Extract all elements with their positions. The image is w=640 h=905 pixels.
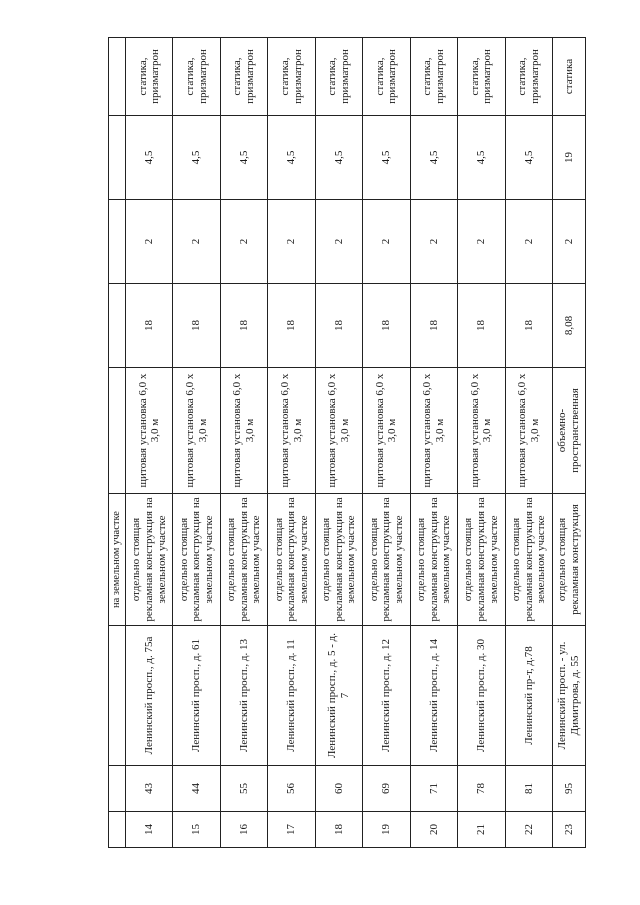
table-row — [173, 38, 220, 848]
address-cell: Ленинский просп., д. 75а — [126, 626, 173, 766]
structure-format-cell: объемно-пространственная — [553, 368, 586, 494]
sides-cell: 2 — [363, 200, 410, 284]
display-kind-cell: статика, призматрон — [458, 38, 505, 116]
row-number-cell: 19 — [363, 812, 410, 848]
display-kind-cell: статика, призматрон — [126, 38, 173, 116]
structure-id-cell: 60 — [315, 766, 362, 812]
structure-format-cell: щитовая установка 6,0 х 3,0 м — [505, 368, 552, 494]
table-row — [268, 38, 315, 848]
cell-blank — [109, 368, 126, 494]
structure-format-cell: щитовая установка 6,0 х 3,0 м — [268, 368, 315, 494]
structure-type-cell: отдельно стоящая рекламная конструкция — [553, 494, 586, 626]
area-cell: 18 — [173, 284, 220, 368]
display-kind-cell: статика — [553, 38, 586, 116]
structure-type-cell: отдельно стоящая рекламная конструкция на земельном участке — [315, 494, 362, 626]
structure-format-cell: щитовая установка 6,0 х 3,0 м — [410, 368, 457, 494]
cell-blank — [109, 38, 126, 116]
table-row — [315, 38, 362, 848]
row-number-cell: 23 — [553, 812, 586, 848]
structure-format-cell: щитовая установка 6,0 х 3,0 м — [458, 368, 505, 494]
structure-type-cell: отдельно стоящая рекламная конструкция на земельном участке — [410, 494, 457, 626]
cell-blank — [109, 200, 126, 284]
display-kind-cell: статика, призматрон — [363, 38, 410, 116]
display-kind-cell: статика, призматрон — [315, 38, 362, 116]
continuation-type-cell: на земельном участке — [109, 494, 126, 626]
structure-id-cell: 43 — [126, 766, 173, 812]
area-cell: 18 — [363, 284, 410, 368]
structure-id-cell: 56 — [268, 766, 315, 812]
display-kind-cell: статика, призматрон — [505, 38, 552, 116]
total-area-cell: 4,5 — [220, 116, 267, 200]
address-cell: Ленинский просп., д. 14 — [410, 626, 457, 766]
advertising-structures-table — [108, 37, 586, 848]
structure-id-cell: 69 — [363, 766, 410, 812]
sides-cell: 2 — [553, 200, 586, 284]
row-number-cell: 16 — [220, 812, 267, 848]
cell-blank — [109, 812, 126, 848]
table-row — [505, 38, 552, 848]
total-area-cell: 4,5 — [315, 116, 362, 200]
address-cell: Ленинский просп., д. 30 — [458, 626, 505, 766]
address-cell: Ленинский просп., д. 5 - д. 7 — [315, 626, 362, 766]
address-cell: Ленинский просп., д. 11 — [268, 626, 315, 766]
sides-cell: 2 — [126, 200, 173, 284]
sides-cell: 2 — [505, 200, 552, 284]
total-area-cell: 4,5 — [458, 116, 505, 200]
table-row — [410, 38, 457, 848]
address-cell: Ленинский просп., д. 12 — [363, 626, 410, 766]
structure-id-cell: 71 — [410, 766, 457, 812]
address-cell: Ленинский просп., д. 13 — [220, 626, 267, 766]
structure-type-cell: отдельно стоящая рекламная конструкция на земельном участке — [268, 494, 315, 626]
sides-cell: 2 — [458, 200, 505, 284]
total-area-cell: 4,5 — [410, 116, 457, 200]
address-cell: Ленинский просп., д. 61 — [173, 626, 220, 766]
structure-format-cell: щитовая установка 6,0 х 3,0 м — [220, 368, 267, 494]
area-cell: 18 — [410, 284, 457, 368]
area-cell: 8,08 — [553, 284, 586, 368]
row-number-cell: 17 — [268, 812, 315, 848]
total-area-cell: 4,5 — [363, 116, 410, 200]
row-number-cell: 22 — [505, 812, 552, 848]
sides-cell: 2 — [410, 200, 457, 284]
structure-type-cell: отдельно стоящая рекламная конструкция на земельном участке — [458, 494, 505, 626]
display-kind-cell: статика, призматрон — [173, 38, 220, 116]
area-cell: 18 — [315, 284, 362, 368]
structure-id-cell: 81 — [505, 766, 552, 812]
table-body — [109, 38, 586, 848]
total-area-cell: 4,5 — [126, 116, 173, 200]
total-area-cell: 19 — [553, 116, 586, 200]
total-area-cell: 4,5 — [268, 116, 315, 200]
structure-format-cell: щитовая установка 6,0 х 3,0 м — [363, 368, 410, 494]
document-page — [108, 38, 586, 848]
display-kind-cell: статика, призматрон — [220, 38, 267, 116]
address-cell: Ленинский просп. - ул. Димитрова, д. 55 — [553, 626, 586, 766]
table-row — [220, 38, 267, 848]
table-row — [458, 38, 505, 848]
row-number-cell: 21 — [458, 812, 505, 848]
structure-id-cell: 44 — [173, 766, 220, 812]
area-cell: 18 — [220, 284, 267, 368]
structure-format-cell: щитовая установка 6,0 х 3,0 м — [173, 368, 220, 494]
structure-type-cell: отдельно стоящая рекламная конструкция на земельном участке — [173, 494, 220, 626]
total-area-cell: 4,5 — [505, 116, 552, 200]
row-number-cell: 15 — [173, 812, 220, 848]
display-kind-cell: статика, призматрон — [268, 38, 315, 116]
table-row — [363, 38, 410, 848]
cell-blank — [109, 766, 126, 812]
cell-blank — [109, 284, 126, 368]
cell-blank — [109, 116, 126, 200]
structure-format-cell: щитовая установка 6,0 х 3,0 м — [126, 368, 173, 494]
sides-cell: 2 — [220, 200, 267, 284]
row-number-cell: 14 — [126, 812, 173, 848]
structure-type-cell: отдельно стоящая рекламная конструкция на земельном участке — [126, 494, 173, 626]
table-row — [553, 38, 586, 848]
total-area-cell: 4,5 — [173, 116, 220, 200]
continuation-row — [109, 38, 126, 848]
cell-blank — [109, 626, 126, 766]
area-cell: 18 — [505, 284, 552, 368]
structure-id-cell: 78 — [458, 766, 505, 812]
structure-type-cell: отдельно стоящая рекламная конструкция на земельном участке — [220, 494, 267, 626]
area-cell: 18 — [458, 284, 505, 368]
structure-type-cell: отдельно стоящая рекламная конструкция на земельном участке — [363, 494, 410, 626]
address-cell: Ленинский пр-т, д.78 — [505, 626, 552, 766]
area-cell: 18 — [268, 284, 315, 368]
row-number-cell: 20 — [410, 812, 457, 848]
display-kind-cell: статика, призматрон — [410, 38, 457, 116]
sides-cell: 2 — [268, 200, 315, 284]
sides-cell: 2 — [173, 200, 220, 284]
structure-format-cell: щитовая установка 6,0 х 3,0 м — [315, 368, 362, 494]
row-number-cell: 18 — [315, 812, 362, 848]
structure-type-cell: отдельно стоящая рекламная конструкция на земельном участке — [505, 494, 552, 626]
structure-id-cell: 95 — [553, 766, 586, 812]
area-cell: 18 — [126, 284, 173, 368]
sides-cell: 2 — [315, 200, 362, 284]
table-row — [126, 38, 173, 848]
structure-id-cell: 55 — [220, 766, 267, 812]
